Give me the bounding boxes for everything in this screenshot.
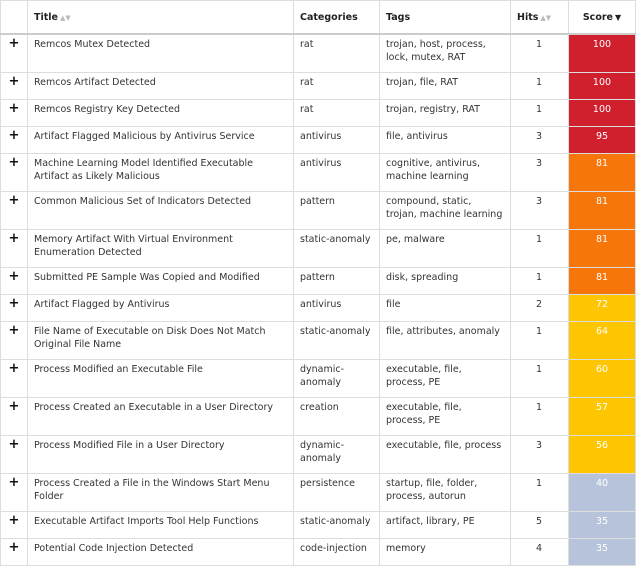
score-header-label: Score	[582, 11, 613, 23]
tags-header-label: Tags	[386, 11, 411, 23]
expand-row-icon[interactable]: +	[1, 398, 28, 436]
row-score-badge: 81	[569, 154, 636, 192]
hits-header-label: Hits	[517, 11, 539, 23]
row-categories: dynamic-anomaly	[294, 360, 380, 398]
expand-row-icon[interactable]: +	[1, 360, 28, 398]
row-title: Artifact Flagged Malicious by Antivirus Service	[28, 127, 294, 154]
table-row[interactable]	[1, 322, 636, 360]
row-title: Process Created an Executable in a User Directory	[28, 398, 294, 436]
table-row[interactable]	[1, 360, 636, 398]
row-tags: executable, file, process, PE	[380, 398, 511, 436]
row-score-badge: 60	[569, 360, 636, 398]
expand-column-header	[1, 1, 28, 35]
table-row[interactable]	[1, 230, 636, 268]
table-row[interactable]	[1, 398, 636, 436]
row-tags: memory	[380, 539, 511, 566]
row-hits: 1	[511, 322, 569, 360]
table-row[interactable]	[1, 474, 636, 512]
row-hits: 5	[511, 512, 569, 539]
row-hits: 1	[511, 73, 569, 100]
row-categories: static-anomaly	[294, 512, 380, 539]
expand-row-icon[interactable]: +	[1, 73, 28, 100]
table-header-row	[1, 1, 636, 35]
row-title: File Name of Executable on Disk Does Not Match Original File Name	[28, 322, 294, 360]
row-categories: antivirus	[294, 154, 380, 192]
row-categories: dynamic-anomaly	[294, 436, 380, 474]
expand-row-icon[interactable]: +	[1, 154, 28, 192]
row-tags: file, antivirus	[380, 127, 511, 154]
sort-desc-icon: ▼	[614, 12, 622, 22]
title-column-header[interactable]	[28, 1, 294, 35]
row-hits: 1	[511, 360, 569, 398]
row-score-badge: 35	[569, 539, 636, 566]
row-tags: compound, static, trojan, machine learning	[380, 192, 511, 230]
row-score-badge: 95	[569, 127, 636, 154]
row-hits: 3	[511, 127, 569, 154]
expand-row-icon[interactable]: +	[1, 322, 28, 360]
row-tags: trojan, file, RAT	[380, 73, 511, 100]
row-score-badge: 100	[569, 73, 636, 100]
row-score-badge: 81	[569, 230, 636, 268]
row-score-badge: 35	[569, 512, 636, 539]
categories-column-header[interactable]	[294, 1, 380, 35]
row-categories: antivirus	[294, 127, 380, 154]
row-categories: static-anomaly	[294, 322, 380, 360]
title-header-label: Title	[34, 11, 58, 23]
row-title: Machine Learning Model Identified Executable Artifact as Likely Malicious	[28, 154, 294, 192]
row-title: Submitted PE Sample Was Copied and Modified	[28, 268, 294, 295]
row-hits: 2	[511, 295, 569, 322]
row-title: Process Created a File in the Windows Start Menu Folder	[28, 474, 294, 512]
row-title: Remcos Artifact Detected	[28, 73, 294, 100]
row-hits: 3	[511, 192, 569, 230]
row-title: Common Malicious Set of Indicators Detected	[28, 192, 294, 230]
row-categories: rat	[294, 34, 380, 73]
table-body	[1, 34, 636, 566]
table-row[interactable]	[1, 295, 636, 322]
row-hits: 1	[511, 100, 569, 127]
row-hits: 1	[511, 398, 569, 436]
table-row[interactable]	[1, 73, 636, 100]
row-categories: rat	[294, 100, 380, 127]
row-categories: antivirus	[294, 295, 380, 322]
row-title: Memory Artifact With Virtual Environment Enumeration Detected	[28, 230, 294, 268]
table-row[interactable]	[1, 127, 636, 154]
row-score-badge: 81	[569, 268, 636, 295]
row-hits: 1	[511, 268, 569, 295]
row-hits: 4	[511, 539, 569, 566]
table-row[interactable]	[1, 100, 636, 127]
sort-icon: ▲▼	[540, 13, 552, 22]
tags-column-header[interactable]	[380, 1, 511, 35]
categories-header-label: Categories	[300, 11, 358, 23]
hits-column-header[interactable]	[511, 1, 569, 35]
row-score-badge: 100	[569, 100, 636, 127]
table-row[interactable]	[1, 436, 636, 474]
expand-row-icon[interactable]: +	[1, 127, 28, 154]
row-tags: pe, malware	[380, 230, 511, 268]
expand-row-icon[interactable]: +	[1, 230, 28, 268]
row-categories: pattern	[294, 268, 380, 295]
row-tags: artifact, library, PE	[380, 512, 511, 539]
row-tags: trojan, host, process, lock, mutex, RAT	[380, 34, 511, 73]
row-title: Remcos Mutex Detected	[28, 34, 294, 73]
row-title: Artifact Flagged by Antivirus	[28, 295, 294, 322]
expand-row-icon[interactable]: +	[1, 192, 28, 230]
row-hits: 3	[511, 154, 569, 192]
row-tags: file, attributes, anomaly	[380, 322, 511, 360]
table-row[interactable]	[1, 34, 636, 73]
table-row[interactable]	[1, 192, 636, 230]
row-score-badge: 81	[569, 192, 636, 230]
row-score-badge: 64	[569, 322, 636, 360]
row-score-badge: 56	[569, 436, 636, 474]
row-title: Potential Code Injection Detected	[28, 539, 294, 566]
row-score-badge: 100	[569, 34, 636, 73]
row-title: Remcos Registry Key Detected	[28, 100, 294, 127]
expand-row-icon[interactable]: +	[1, 100, 28, 127]
table-row[interactable]	[1, 512, 636, 539]
expand-row-icon[interactable]: +	[1, 295, 28, 322]
row-categories: creation	[294, 398, 380, 436]
expand-row-icon[interactable]: +	[1, 34, 28, 73]
row-tags: cognitive, antivirus, machine learning	[380, 154, 511, 192]
sort-icon: ▲▼	[59, 13, 71, 22]
score-column-header[interactable]	[569, 1, 636, 35]
row-title: Process Modified an Executable File	[28, 360, 294, 398]
row-score-badge: 40	[569, 474, 636, 512]
row-categories: pattern	[294, 192, 380, 230]
row-tags: disk, spreading	[380, 268, 511, 295]
row-hits: 1	[511, 34, 569, 73]
row-score-badge: 57	[569, 398, 636, 436]
row-categories: static-anomaly	[294, 230, 380, 268]
row-tags: trojan, registry, RAT	[380, 100, 511, 127]
row-score-badge: 72	[569, 295, 636, 322]
expand-row-icon[interactable]: +	[1, 512, 28, 539]
table-row[interactable]	[1, 539, 636, 566]
row-title: Process Modified File in a User Directory	[28, 436, 294, 474]
expand-row-icon[interactable]: +	[1, 474, 28, 512]
expand-row-icon[interactable]: +	[1, 268, 28, 295]
row-hits: 1	[511, 474, 569, 512]
row-hits: 1	[511, 230, 569, 268]
row-categories: code-injection	[294, 539, 380, 566]
row-tags: executable, file, process, PE	[380, 360, 511, 398]
row-tags: file	[380, 295, 511, 322]
row-tags: startup, file, folder, process, autorun	[380, 474, 511, 512]
row-hits: 3	[511, 436, 569, 474]
table-row[interactable]	[1, 154, 636, 192]
expand-row-icon[interactable]: +	[1, 539, 28, 566]
expand-row-icon[interactable]: +	[1, 436, 28, 474]
table-row[interactable]	[1, 268, 636, 295]
row-title: Executable Artifact Imports Tool Help Functions	[28, 512, 294, 539]
row-categories: rat	[294, 73, 380, 100]
row-categories: persistence	[294, 474, 380, 512]
row-tags: executable, file, process	[380, 436, 511, 474]
